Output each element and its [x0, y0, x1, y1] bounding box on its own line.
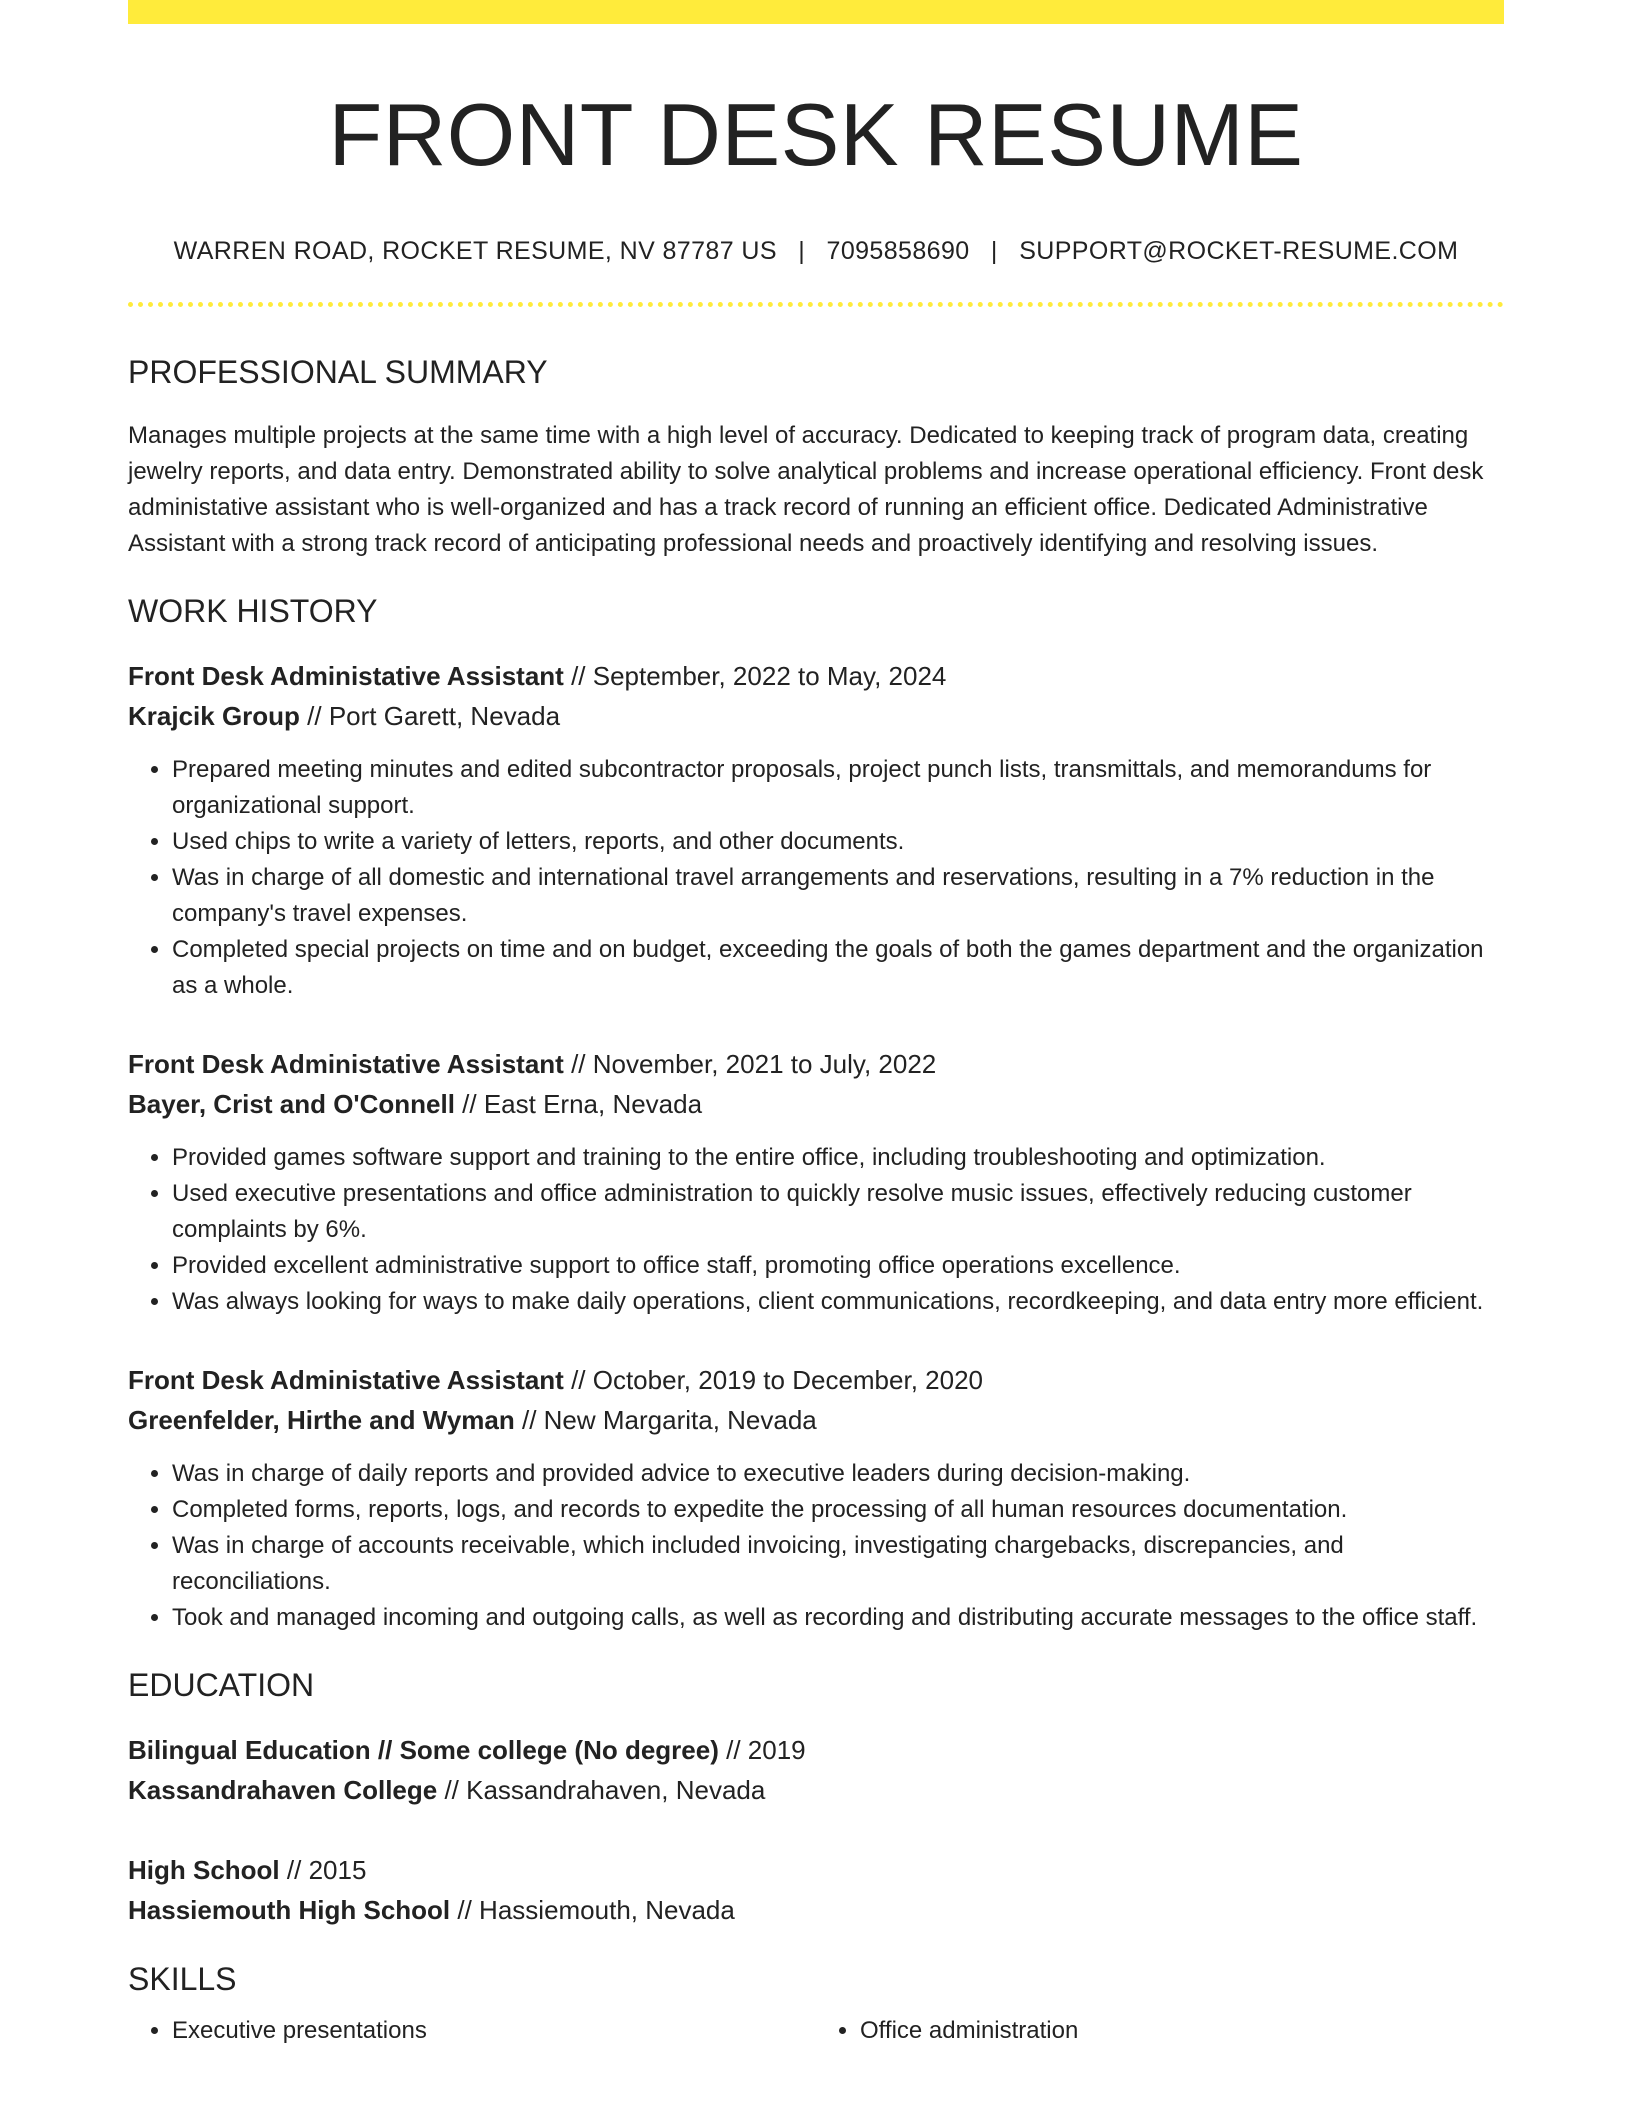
job-dates: // September, 2022 to May, 2024: [563, 660, 947, 691]
job-title-line: [128, 656, 1504, 696]
job-title-line: [128, 1044, 1504, 1084]
job-bullets: [128, 752, 1504, 1004]
education-school: Hassiemouth High School: [128, 1895, 451, 1926]
list-item: • Took and managed incoming and outgoing calls, as well as recording and distributing accurate messages to the office staff.: [172, 1600, 1504, 1636]
job-role: Front Desk Administative Assistant: [128, 1048, 564, 1079]
education-degree-line: [128, 1850, 1504, 1890]
job-entry: [128, 1044, 1504, 1320]
skills-columns: [128, 2013, 1504, 2049]
education-degree: Bilingual Education // Some college (No degree): [128, 1735, 719, 1766]
job-entry: [128, 656, 1504, 1004]
education-school-line: [128, 1770, 1504, 1810]
education-entry: [128, 1730, 1504, 1810]
accent-top-bar: [128, 0, 1504, 24]
list-item: • Was in charge of accounts receivable, which included invoicing, investigating chargebacks, discrepancies, and reconciliations.: [172, 1528, 1504, 1600]
list-item: • Was in charge of all domestic and international travel arrangements and reservations, resulting in a 7% reduction in the company's travel expenses.: [172, 860, 1504, 932]
contact-address: WARREN ROAD, ROCKET RESUME, NV 87787 US: [173, 237, 777, 266]
skills-right-column: [816, 2013, 1504, 2049]
list-item: • Was always looking for ways to make daily operations, client communications, recordkeeping, and data entry more efficient.: [172, 1284, 1504, 1320]
job-dates: // October, 2019 to December, 2020: [563, 1364, 983, 1395]
list-item: • Provided games software support and training to the entire office, including troubleshooting and optimization.: [172, 1140, 1504, 1176]
list-item: • Completed special projects on time and on budget, exceeding the goals of both the games department and the organization as a whole.: [172, 932, 1504, 1004]
contact-line: [128, 237, 1504, 266]
list-item: • Was in charge of daily reports and provided advice to executive leaders during decision-making.: [172, 1456, 1504, 1492]
summary-text: Manages multiple projects at the same time with a high level of accuracy. Dedicated to keeping track of program data, creating jewelry reports, and data entry. Demonstrated ability to solve analytical problems and increase operational efficiency. Front desk administative assistant who is well-organized and has a track record of running an efficient office. Dedicated Administrative Assistant with a strong track record of anticipating professional needs and proactively identifying and resolving issues.: [128, 421, 1484, 557]
resume-title: FRONT DESK RESUME: [328, 85, 1304, 184]
contact-email: SUPPORT@ROCKET-RESUME.COM: [1019, 237, 1459, 266]
education-degree-line: [128, 1730, 1504, 1770]
summary-heading: PROFESSIONAL SUMMARY: [128, 354, 548, 391]
job-company: Krajcik Group: [128, 700, 300, 731]
job-company-line: [128, 696, 1504, 736]
job-entry: [128, 1360, 1504, 1636]
list-item: • Used chips to write a variety of letters, reports, and other documents.: [172, 824, 1504, 860]
job-location: // New Margarita, Nevada: [514, 1404, 817, 1435]
list-item: • Completed forms, reports, logs, and records to expedite the processing of all human resources documentation.: [172, 1492, 1504, 1528]
education-heading: EDUCATION: [128, 1666, 315, 1703]
skill-item: • Office administration: [860, 2013, 1504, 2049]
job-company: Greenfelder, Hirthe and Wyman: [128, 1404, 515, 1435]
work-history-heading: WORK HISTORY: [128, 592, 378, 629]
education-year: // 2019: [718, 1735, 806, 1766]
resume-page: [128, 0, 1504, 2049]
education-school: Kassandrahaven College: [128, 1775, 438, 1806]
job-company-line: [128, 1400, 1504, 1440]
job-location: // East Erna, Nevada: [454, 1088, 703, 1119]
job-company-line: [128, 1084, 1504, 1124]
job-dates: // November, 2021 to July, 2022: [563, 1048, 937, 1079]
list-item: • Used executive presentations and office administration to quickly resolve music issues, effectively reducing customer complaints by 6%.: [172, 1176, 1504, 1248]
contact-separator: |: [798, 237, 806, 266]
education-school-line: [128, 1890, 1504, 1930]
skill-item: • Executive presentations: [172, 2013, 816, 2049]
job-role: Front Desk Administative Assistant: [128, 1364, 564, 1395]
education-year: // 2015: [279, 1855, 367, 1886]
job-role: Front Desk Administative Assistant: [128, 660, 564, 691]
job-bullets: [128, 1456, 1504, 1636]
education-entry: [128, 1850, 1504, 1930]
list-item: • Prepared meeting minutes and edited subcontractor proposals, project punch lists, transmittals, and memorandums for organizational support.: [172, 752, 1504, 824]
skills-left-column: [128, 2013, 816, 2049]
education-degree: High School: [128, 1855, 280, 1886]
contact-separator: |: [990, 237, 998, 266]
contact-phone: 7095858690: [826, 237, 970, 266]
education-location: // Hassiemouth, Nevada: [450, 1895, 735, 1926]
job-company: Bayer, Crist and O'Connell: [128, 1088, 455, 1119]
job-location: // Port Garett, Nevada: [299, 700, 561, 731]
dotted-divider: [128, 302, 1504, 307]
job-title-line: [128, 1360, 1504, 1400]
list-item: • Provided excellent administrative support to office staff, promoting office operations excellence.: [172, 1248, 1504, 1284]
education-location: // Kassandrahaven, Nevada: [437, 1775, 766, 1806]
skills-heading: SKILLS: [128, 1961, 237, 1998]
job-bullets: [128, 1140, 1504, 1320]
